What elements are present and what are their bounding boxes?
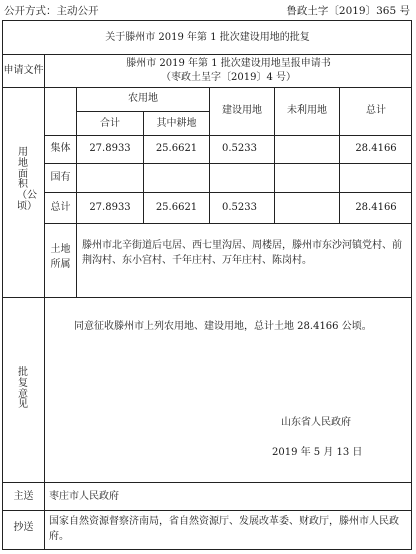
approval-date: 2019 年 5 月 13 日 (272, 447, 363, 458)
approving-authority: 山东省人民政府 (281, 417, 351, 428)
rule-title-bottom (2, 54, 412, 55)
location-label-line1: 土地 (50, 244, 71, 255)
rule-total-bottom (44, 223, 412, 224)
cell-collective-construction: 0.5233 (222, 143, 257, 154)
land-location-text: 滕州市北辛街道后屯居、西七里沟居、周楼居，滕州市东沙河镇党村、前荆沟村、东小宫村、千年庄村、万年庄村、陈岗村。 (82, 240, 402, 266)
rule-header-bottom (44, 135, 412, 136)
disclosure-method: 公开方式：主动公开 (4, 5, 99, 17)
application-label: 申请文件 (3, 65, 44, 76)
rule-location-column (76, 223, 77, 297)
document-number: 鲁政土字〔2019〕365 号 (286, 5, 410, 17)
header-cultivated: 其中耕地 (156, 118, 197, 129)
row-label-collective: 集体 (50, 143, 71, 154)
land-area-label: 用地面积（公顷） (17, 147, 37, 212)
header-unused: 未利用地 (287, 105, 327, 116)
document-title: 关于滕州市 2019 年第 1 批次建设用地的批复 (105, 32, 310, 43)
rule-application-bottom (2, 87, 412, 88)
location-label-line2: 所属 (50, 259, 71, 270)
send-to-value: 枣庄市人民政府 (49, 491, 119, 502)
cell-collective-total: 28.4166 (355, 143, 397, 154)
cell-total-total: 28.4166 (355, 202, 397, 213)
cell-total-cultivated: 25.6621 (155, 202, 198, 213)
header-farmland: 农用地 (128, 93, 158, 104)
row-label-state: 国有 (50, 172, 71, 183)
rule-approval-bottom (2, 482, 412, 483)
header-construction: 建设用地 (222, 105, 262, 116)
approval-label: 批复意见 (18, 367, 28, 411)
rule-label-column (44, 54, 45, 550)
application-number: （枣政土呈字〔2019〕4 号） (161, 72, 296, 83)
cell-collective-cultivated: 25.6621 (155, 143, 198, 154)
rule-state-bottom (44, 192, 412, 193)
header-subtotal: 合计 (100, 118, 120, 129)
send-to-label: 主送 (13, 491, 34, 502)
cc-value: 国家自然资源督察济南局，省自然资源厅、发展改革委、财政厅，滕州市人民政府。 (49, 516, 399, 542)
rule-send-bottom (2, 510, 412, 511)
cell-collective-subtotal: 27.8933 (89, 143, 131, 154)
rule-area-bottom (2, 297, 412, 298)
rule-collective-bottom (44, 163, 412, 164)
application-title: 滕州市 2019 年第 1 批次建设用地呈报申请书 (126, 58, 331, 69)
cc-label: 抄送 (13, 522, 34, 533)
header-total: 总计 (366, 105, 386, 116)
approval-opinion: 同意征收滕州市上列农用地、建设用地，总计土地 28.4166 公顷。 (74, 321, 372, 332)
cell-total-construction: 0.5233 (222, 202, 257, 213)
cell-total-subtotal: 27.8933 (89, 202, 131, 213)
row-label-total: 总计 (50, 202, 71, 213)
